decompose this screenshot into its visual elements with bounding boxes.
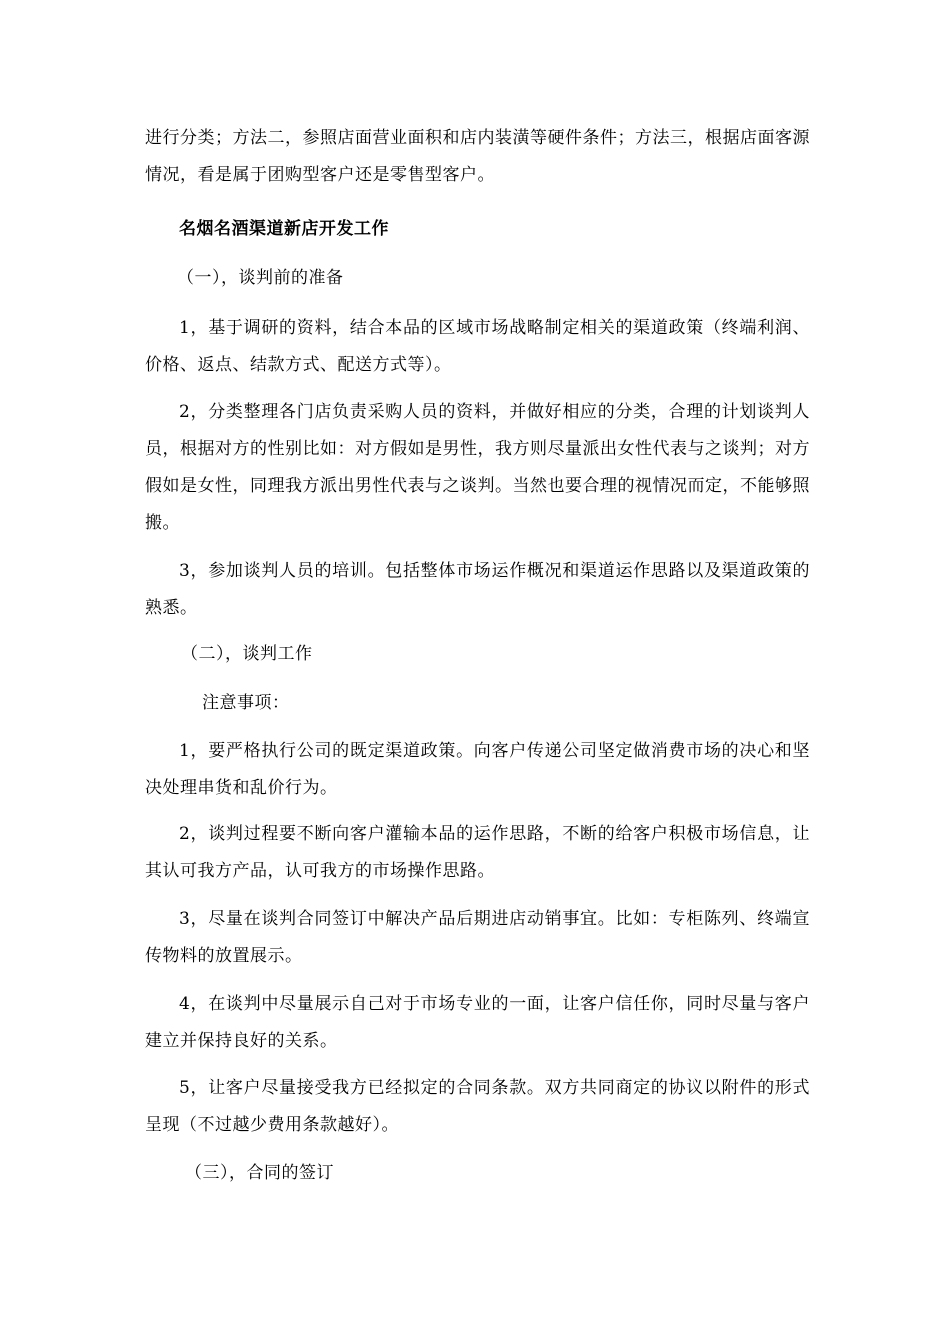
notes-label: 注意事项：: [202, 693, 290, 713]
list-item-2-4: 4，在谈判中尽量展示自己对于市场专业的一面，让客户信任你，同时尽量与客户建立并保持良好的关系。: [145, 994, 810, 1051]
list-item-2-5: 5，让客户尽量接受我方已经拟定的合同条款。双方共同商定的协议以附件的形式呈现（不过越少费用条款越好）。: [145, 1078, 810, 1135]
list-item-2-3: 3，尽量在谈判合同签订中解决产品后期进店动销事宜。比如：专柜陈列、终端宣传物料的放置展示。: [145, 909, 810, 966]
list-item-1-3: 3，参加谈判人员的培训。包括整体市场运作概况和渠道运作思路以及渠道政策的熟悉。: [145, 561, 810, 618]
list-item-2-1: 1，要严格执行公司的既定渠道政策。向客户传递公司坚定做消费市场的决心和坚决处理串货和乱价行为。: [145, 741, 810, 798]
list-item-2-2: 2，谈判过程要不断向客户灌输本品的运作思路，不断的给客户积极市场信息，让其认可我方产品，认可我方的市场操作思路。: [145, 824, 810, 881]
list-item-1-2: 2，分类整理各门店负责采购人员的资料，并做好相应的分类，合理的计划谈判人员，根据对方的性别比如：对方假如是男性，我方则尽量派出女性代表与之谈判；对方假如是女性，同理我方派出男性代表与之谈判。当然也要合理的视情况而定，不能够照搬。: [145, 402, 810, 533]
subsection-title-1: （一），谈判前的准备: [177, 268, 344, 288]
paragraph-classification-methods: 进行分类；方法二，参照店面营业面积和店内装潢等硬件条件；方法三，根据店面客源情况，看是属于团购型客户还是零售型客户。: [145, 128, 810, 185]
subsection-title-2: （二），谈判工作: [181, 644, 313, 664]
section-heading: 名烟名酒渠道新店开发工作: [179, 219, 389, 239]
list-item-1-1: 1，基于调研的资料，结合本品的区域市场战略制定相关的渠道政策（终端利润、价格、返点、结款方式、配送方式等）。: [145, 318, 810, 375]
subsection-title-3: （三），合同的签订: [185, 1163, 334, 1183]
